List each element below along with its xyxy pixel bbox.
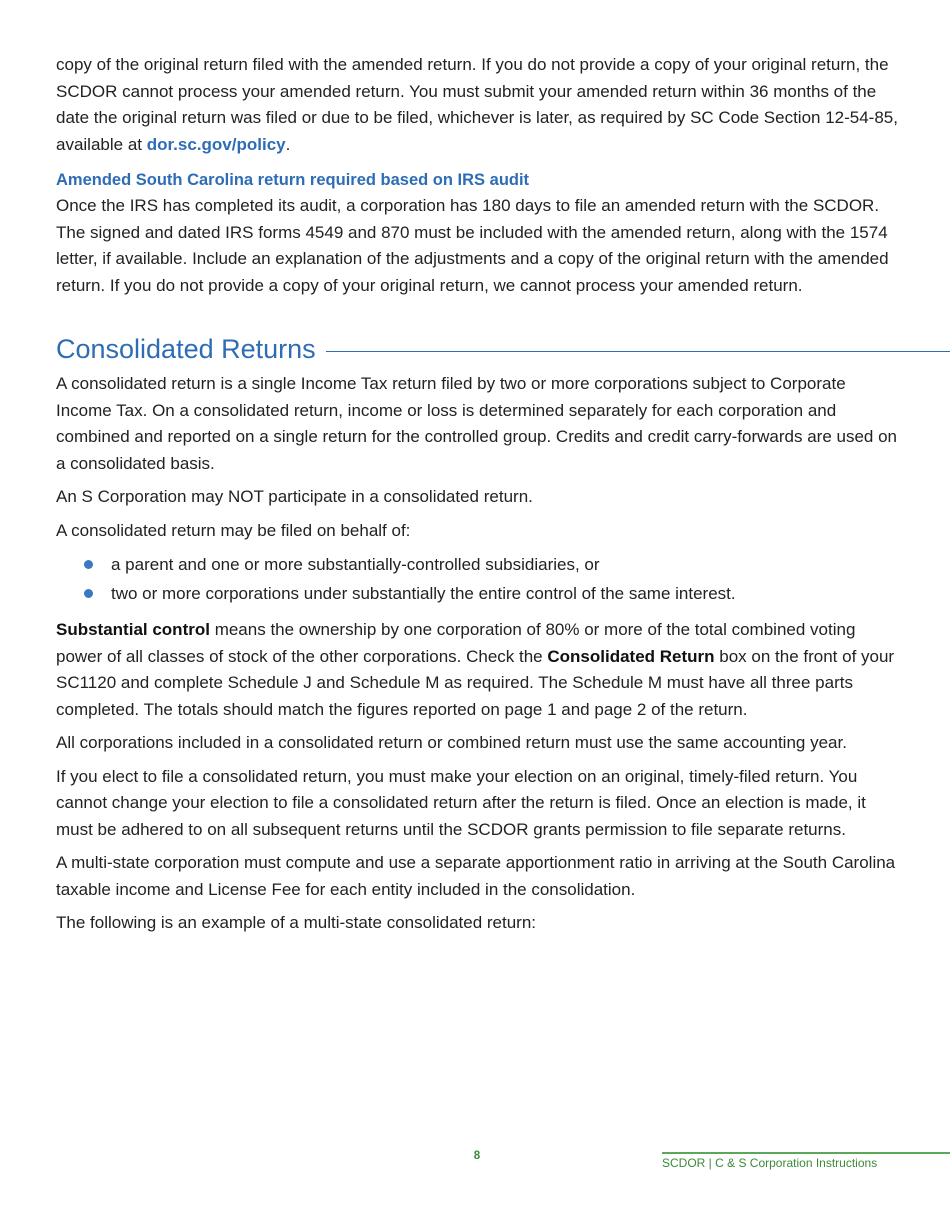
consolidated-paragraph-6: If you elect to file a consolidated return, you must make your election on an original, timely-filed return. You cannot change your election to file a consolidated return after the return is filed. Once an election is made, it must be adhered to on all subsequent returns until the SCDOR grants permission to file separate returns.	[56, 766, 866, 839]
substantial-control-text: means the ownership by one corporation of 80% or more of the total combined voting power of all classes of stock of the other corporations. Check the	[56, 620, 856, 666]
list-item	[84, 552, 902, 579]
consolidated-paragraph-2: An S Corporation may NOT participate in a consolidated return.	[56, 487, 533, 506]
substantial-control-end: box on the front of your SC1120 and complete Schedule J and Schedule M as required. The Schedule M must have all three parts completed. The totals should match the figures reported on page 1 and page 2 of the return.	[56, 646, 895, 719]
page-number: 8	[473, 1150, 481, 1162]
bullet-list	[56, 552, 902, 607]
consolidated-paragraph-1: A consolidated return is a single Income Tax return filed by two or more corporations subject to Corporate Income Tax. On a consolidated return, income or loss is determined separately for each corporation and combined and reported on a single return for the controlled group. Credits and credit carry-forwards are used on a consolidated basis.	[56, 374, 898, 473]
consolidated-return-term: Consolidated Return	[547, 646, 715, 666]
substantial-control-term: Substantial control	[56, 620, 210, 639]
document-body	[56, 52, 902, 944]
policy-link[interactable]: dor.sc.gov/policy	[146, 134, 286, 154]
section-title-rule	[326, 351, 950, 352]
footer-rule	[662, 1152, 950, 1154]
consolidated-paragraph-7: A multi-state corporation must compute and use a separate apportionment ratio in arriving at the South Carolina taxable income and License Fee for each entity included in the consolidation.	[56, 853, 896, 899]
footer-doc-title: SCDOR | C & S Corporation Instructions	[662, 1156, 878, 1170]
consolidated-paragraph-5: All corporations included in a consolidated return or combined return must use the same accounting year.	[56, 733, 847, 752]
irs-audit-paragraph: Once the IRS has completed its audit, a corporation has 180 days to file an amended return with the SCDOR. The signed and dated IRS forms 4549 and 870 must be included with the amended return, along with the 1574 letter, if available. Include an explanation of the adjustments and a copy of the original return with the amended return. If you do not provide a copy of your original return, we cannot process your amended return.	[56, 196, 889, 295]
intro-paragraph	[56, 52, 902, 158]
bullet-icon	[84, 589, 93, 598]
section-header	[56, 329, 950, 369]
consolidated-paragraph-8: The following is an example of a multi-state consolidated return:	[56, 913, 537, 932]
list-item	[84, 581, 902, 608]
substantial-control-paragraph	[56, 617, 902, 723]
bullet-icon	[84, 560, 93, 569]
intro-text: copy of the original return filed with the amended return. If you do not provide a copy of your original return, the SCDOR cannot process your amended return. You must submit your amended return within 36 months of the date the original return was filed or due to be filed, whichever is later, as required by SC Code Section 12-54-85, available at	[56, 55, 898, 154]
consolidated-paragraph-3: A consolidated return may be filed on behalf of:	[56, 520, 411, 540]
list-item-text: two or more corporations under substantially the entire control of the same interest.	[111, 583, 736, 603]
intro-end: .	[285, 134, 291, 154]
list-item-text: a parent and one or more substantially-controlled subsidiaries, or	[111, 555, 600, 574]
irs-audit-heading: Amended South Carolina return required based on IRS audit	[56, 171, 530, 189]
section-title: Consolidated Returns	[56, 334, 316, 364]
